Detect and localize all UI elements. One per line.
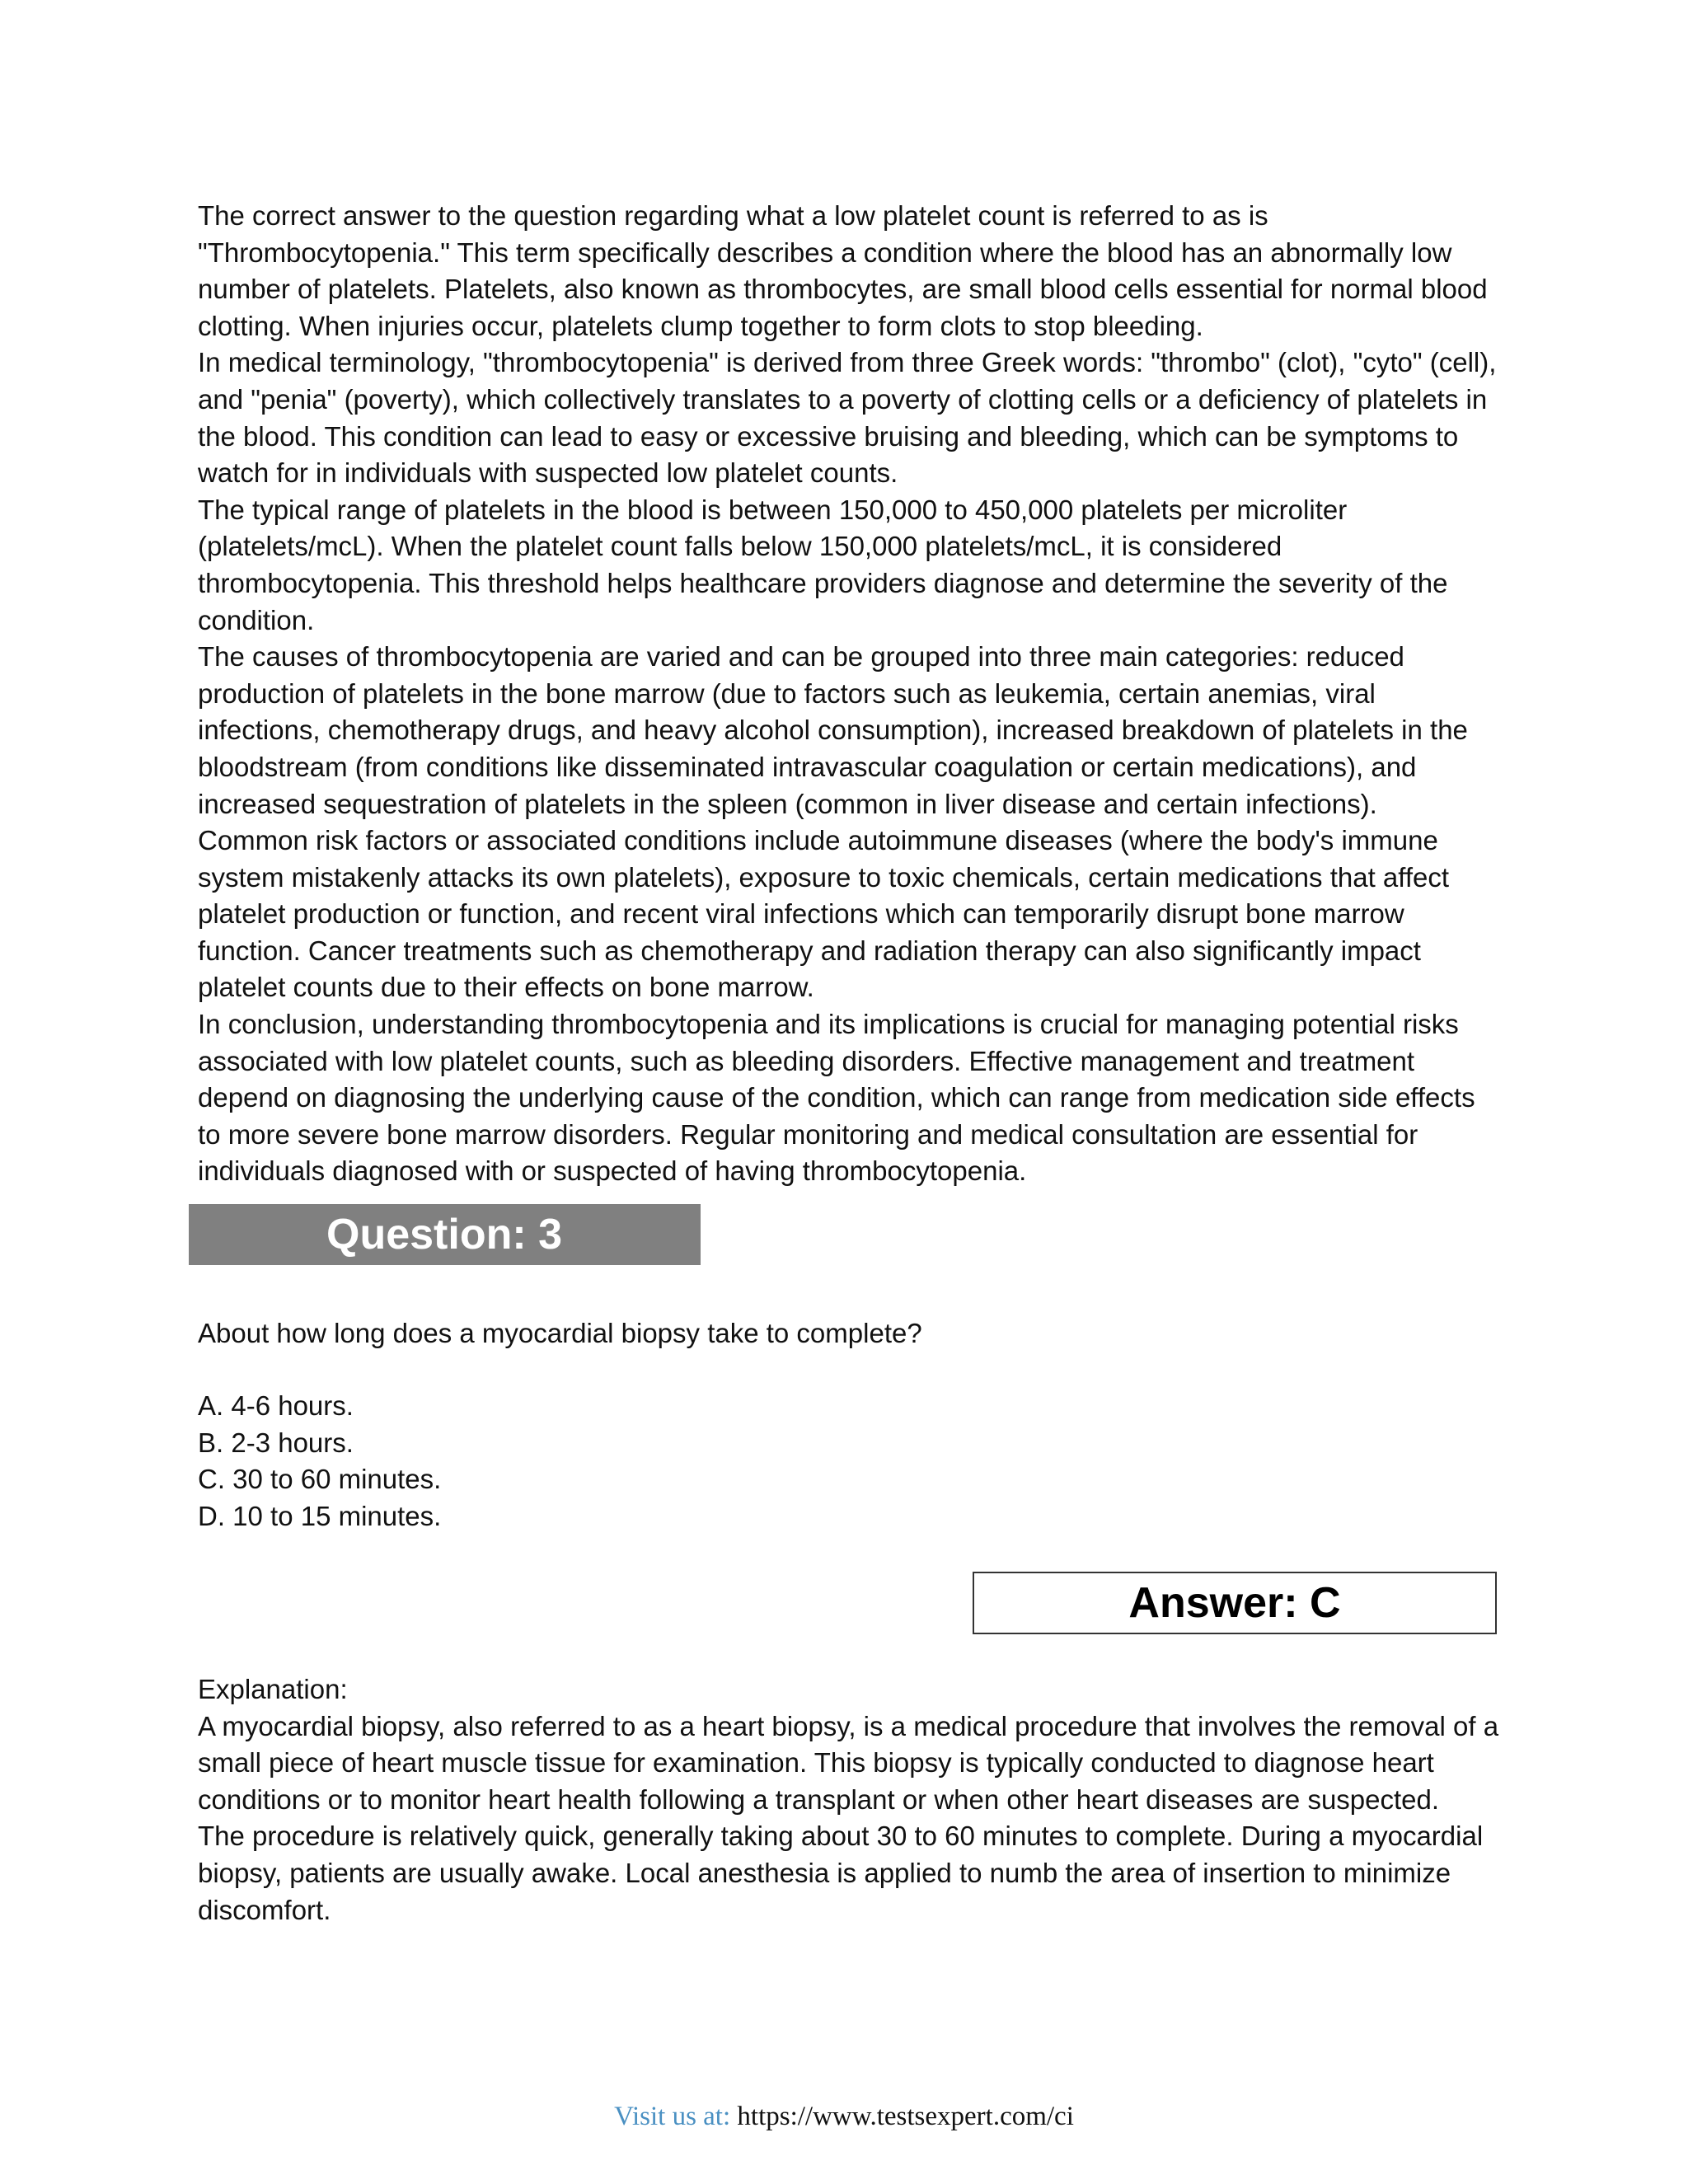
paragraph: A myocardial biopsy, also referred to as a heart biopsy, is a medical procedure that involves the removal of a small piece of heart muscle tissue for examination. This biopsy is typically conducted to diagnose heart conditions or to monitor heart health following a transplant or when other heart diseases are suspected. [198,1710,1499,1815]
question-text: About how long does a myocardial biopsy take to complete? [198,1318,922,1348]
option-b: B. 2-3 hours. [198,1427,354,1458]
paragraph: The correct answer to the question regarding what a low platelet count is referred to as is "Thrombocytopenia." This term specifically describes a condition where the blood has an abnormally low number of platelets. Platelets, also known as thrombocytes, are small blood cells essential for normal blood clotting. When injuries occur, platelets clump together to form clots to stop bleeding. [198,200,1488,341]
footer-label: Visit us at: [614,2102,731,2131]
paragraph: Common risk factors or associated conditions include autoimmune diseases (where the body's immune system mistakenly attacks its own platelets), exposure to toxic chemicals, certain medications that affect platelet production or function, and recent viral infections which can temporarily disrupt bone marrow function. Cancer treatments such as chemotherapy and radiation therapy can also significantly impact platelet counts due to their effects on bone marrow. [198,825,1450,1003]
option-d: D. 10 to 15 minutes. [198,1500,442,1531]
option-a: A. 4-6 hours. [198,1390,354,1421]
option-c: C. 30 to 60 minutes. [198,1464,442,1495]
footer-url-link[interactable]: https://www.testsexpert.com/ci [737,2102,1074,2131]
answer-options [198,1388,441,1535]
explanation-label: Explanation: [198,1674,348,1704]
paragraph: In medical terminology, "thrombocytopenia" is derived from three Greek words: "thrombo" (clot), "cyto" (cell), and "penia" (poverty), which collectively translates to a poverty of clotting cells or a deficiency of platelets in the blood. This condition can lead to easy or excessive bruising and bleeding, which can be symptoms to watch for in individuals with suspected low platelet counts. [198,347,1497,489]
paragraph: The causes of thrombocytopenia are varied and can be grouped into three main categories: reduced production of platelets in the bone marrow (due to factors such as leukemia, certain anemias, viral infections, chemotherapy drugs, and heavy alcohol consumption), increased breakdown of platelets in the bloodstream (from conditions like disseminated intravascular coagulation or certain medications), and increased sequestration of platelets in the spleen (common in liver disease and certain infections). [198,641,1468,819]
previous-explanation [198,198,1500,1190]
footer [0,2100,1688,2133]
question-heading: Question: 3 [189,1204,701,1265]
paragraph: The procedure is relatively quick, generally taking about 30 to 60 minutes to complete. During a myocardial biopsy, patients are usually awake. Local anesthesia is applied to numb the area of insertion to minimize discomfort. [198,1821,1484,1925]
paragraph: In conclusion, understanding thrombocytopenia and its implications is crucial for managing potential risks associated with low platelet counts, such as bleeding disorders. Effective management and treatment depend on diagnosing the underlying cause of the condition, which can range from medication side effects to more severe bone marrow disorders. Regular monitoring and medical consultation are essential for individuals diagnosed with or suspected of having thrombocytopenia. [198,1009,1475,1187]
explanation [198,1671,1500,1929]
paragraph: The typical range of platelets in the blood is between 150,000 to 450,000 platelets per microliter (platelets/mcL). When the platelet count falls below 150,000 platelets/mcL, it is considered thrombocytopenia. This threshold helps healthcare providers diagnose and determine the severity of the condition. [198,494,1448,635]
answer-box: Answer: C [973,1572,1497,1634]
